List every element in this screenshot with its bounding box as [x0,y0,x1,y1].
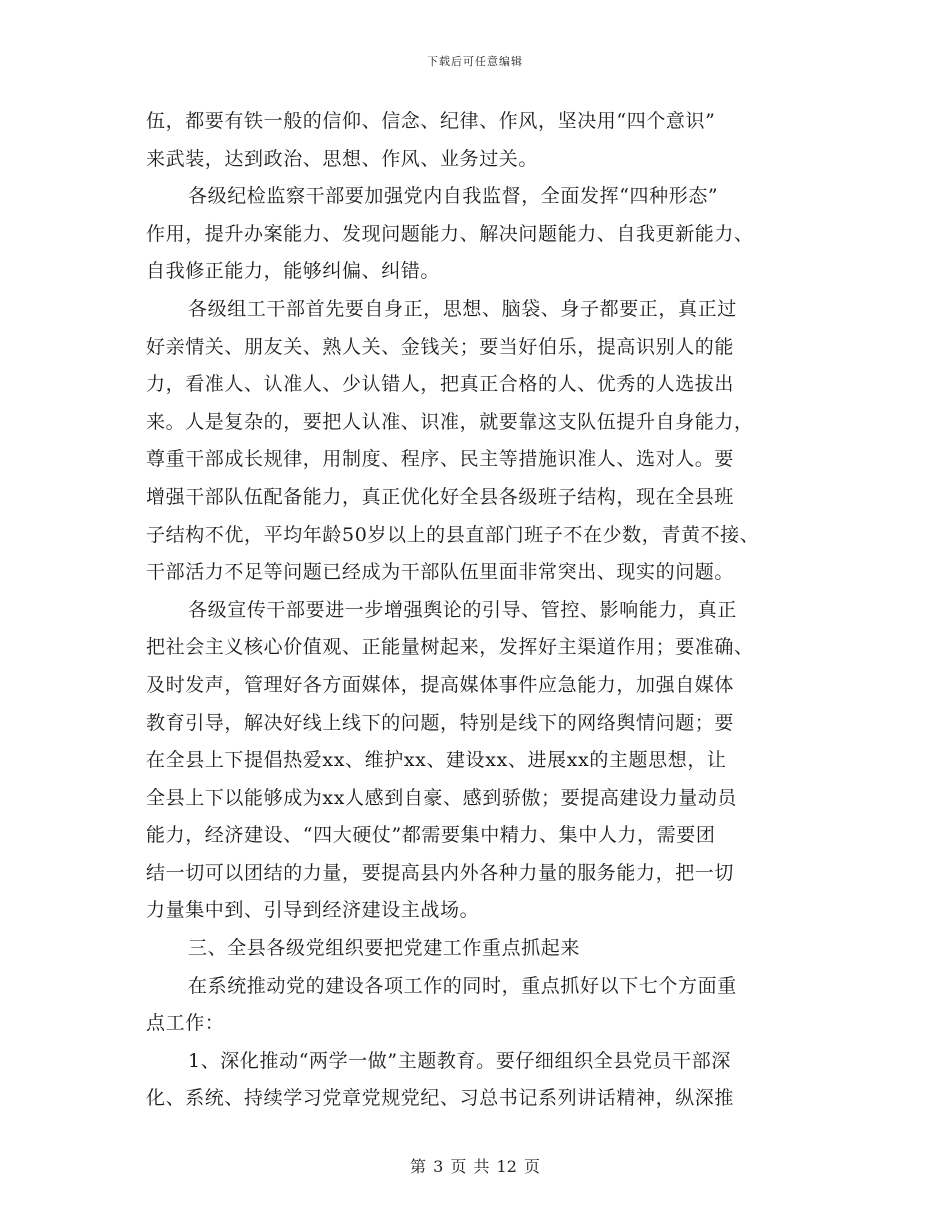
text-line: 力，看准人、认准人、少认错人，把真正合格的人、优秀的人选拔出 [146,373,735,396]
text-line: 结一切可以团结的力量，要提高县内外各种力量的服务能力，把一切 [146,861,735,884]
page-header: 下载后可任意编辑 [427,55,523,68]
text-line: 子结构不优，平均年龄50岁以上的县直部门班子不在少数，青黄不接、 [146,523,760,546]
text-line: 在系统推动党的建设各项工作的同时，重点抓好以下七个方面重 [188,974,737,997]
document-body [146,103,826,1118]
text-line: 全县上下以能够成为xx人感到自豪、感到骄傲；要提高建设力量动员 [146,786,738,809]
text-line: 尊重干部成长规律，用制度、程序、民主等措施识准人、选对人。要 [146,448,735,471]
text-line: 伍，都要有铁一般的信仰、信念、纪律、作风，坚决用“四个意识” [146,110,716,132]
text-line: 各级纪检监察干部要加强党内自我监督，全面发挥“四种形态” [188,185,719,208]
text-line: 及时发声，管理好各方面媒体，提高媒体事件应急能力，加强自媒体 [146,673,735,696]
text-line: 教育引导，解决好线上线下的问题，特别是线下的网络舆情问题；要 [146,711,735,734]
text-line: 能力，经济建设、“四大硬仗”都需要集中精力、集中人力，需要团 [146,824,716,847]
text-line: 把社会主义核心价值观、正能量树起来，发挥好主渠道作用；要准确、 [146,636,754,659]
text-line: 作用，提升办案能力、发现问题能力、解决问题能力、自我更新能力、 [146,222,754,245]
text-line: 自我修正能力，能够纠偏、纠错。 [146,260,441,283]
text-line: 干部活力不足等问题已经成为干部队伍里面非常突出、现实的问题。 [146,561,735,584]
text-line: 来。人是复杂的，要把人认准、识准，就要靠这支队伍提升自身能力， [146,410,754,433]
text-line: 增强干部队伍配备能力，真正优化好全县各级班子结构，现在全县班 [146,485,735,508]
text-line: 点工作： [146,1012,225,1035]
page-number: 第 3 页 共 12 页 [410,1157,540,1176]
text-line: 各级宣传干部要进一步增强舆论的引导、管控、影响能力，真正 [188,598,737,621]
text-line: 好亲情关、朋友关、熟人关、金钱关；要当好伯乐，提高识别人的能 [146,335,735,358]
text-line: 力量集中到、引导到经济建设主战场。 [146,899,480,922]
text-line: 化、系统、持续学习党章党规党纪、习总书记系列讲话精神，纵深推 [146,1087,735,1110]
text-line: 来武装，达到政治、思想、作风、业务过关。 [146,147,539,170]
text-line: 在全县上下提倡热爱xx、维护xx、建设xx、进展xx的主题思想，让 [146,749,727,772]
text-line: 各级组工干部首先要自身正，思想、脑袋、身子都要正，真正过 [188,297,737,320]
text-line: 三、全县各级党组织要把党建工作重点抓起来 [188,937,581,960]
text-line: 1、深化推动“两学一做”主题教育。要仔细组织全县党员干部深 [188,1049,731,1072]
